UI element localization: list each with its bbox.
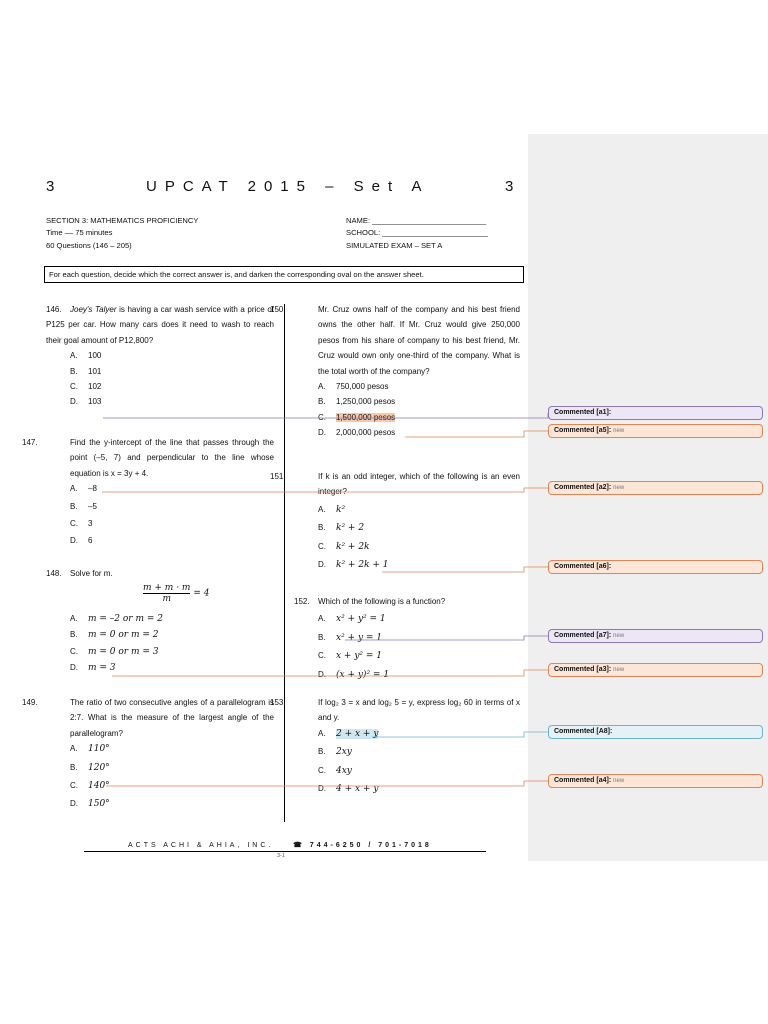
comment-a4[interactable]: Commented [a4]: new [548, 774, 763, 788]
question-stem: is having a car wash service with a price of P125 per car. How many cars does it need to wash to reach their goal amount of P12,800? [46, 305, 275, 345]
option-b[interactable]: B. m = 0 or m = 2 [70, 630, 159, 641]
option-d[interactable]: D. m = 3 [70, 663, 116, 674]
comment-a2[interactable]: Commented [a2]: new [548, 481, 763, 495]
option-a[interactable]: A. –8 [70, 484, 97, 494]
section-time: Time –– 75 minutes [46, 228, 113, 237]
option-b[interactable]: B. x² + y = 1 [318, 632, 383, 643]
option-b[interactable]: B. 2xy [318, 747, 352, 758]
connector-a8 [372, 732, 548, 737]
question-stem: The ratio of two consecutive angles of a parallelogram is 2:7. What is the measure of the largest angle of the parallelogram? [70, 698, 274, 738]
comment-a7[interactable]: Commented [a7]: new [548, 629, 763, 643]
section-count: 60 Questions (146 – 205) [46, 241, 132, 250]
school-field: SCHOOL: _________________________ [346, 228, 488, 237]
header-title: UPCAT 2015 – Set A [146, 178, 430, 195]
option-d[interactable]: D. 150° [70, 799, 110, 810]
option-c[interactable]: C. 4xy [318, 765, 352, 776]
comment-a5[interactable]: Commented [a5]: new [548, 424, 763, 438]
option-c[interactable]: C. 102 [70, 382, 102, 392]
option-b[interactable]: B. 1,250,000 pesos [318, 397, 396, 407]
equation-numerator: m + m · m [143, 583, 191, 593]
business-name: Joey's Talyer [70, 305, 117, 314]
option-d[interactable]: D. 6 [70, 536, 93, 546]
option-a[interactable]: A. x² + y² = 1 [318, 614, 386, 625]
connector-a3 [112, 670, 548, 676]
footer-company: ACTS ACHI & AHIA, INC. ☎ 744-6250 / 701-7018 [128, 842, 432, 849]
name-field: NAME: ___________________________ [346, 216, 487, 225]
question-number: 152. [294, 597, 310, 606]
header-right-number: 3 [505, 178, 515, 195]
question-stem: Mr. Cruz owns half of the company and his best friend owns the other half. If Mr. Cruz would give 250,000 pesos from his share of company to his best friend, Mr. Cruz would own only one-third of the company. What is the total worth of the company? [318, 305, 520, 376]
connector-a1 [103, 413, 548, 418]
option-c[interactable]: C. k² + 2k [318, 541, 370, 552]
question-stem: If k is an odd integer, which of the following is an even integer? [318, 472, 520, 497]
highlighted-answer: 2 + x + y [336, 728, 379, 739]
option-a[interactable]: A. 2 + x + y [318, 728, 379, 739]
option-a[interactable]: A. 110° [70, 744, 110, 755]
option-d[interactable]: D. 2,000,000 pesos [318, 428, 396, 438]
option-d[interactable]: D. 4 + x + y [318, 784, 379, 795]
option-a[interactable]: A. 750,000 pesos [318, 382, 389, 392]
question-number: 148. [46, 569, 62, 578]
question-number: 149. [22, 698, 38, 707]
option-c[interactable]: C. x + y² = 1 [318, 651, 383, 662]
option-c[interactable]: C. 140° [70, 781, 110, 792]
footer-phone: ☎ 744-6250 / 701-7018 [293, 842, 432, 849]
question-number: 147. [22, 438, 38, 447]
question-stem: Find the y-intercept of the line that passes through the point (–5, 7) and perpendicular to the line whose equation is x = 3y + 4. [70, 438, 274, 478]
option-b[interactable]: B. –5 [70, 501, 97, 511]
section-title: SECTION 3: MATHEMATICS PROFICIENCY [46, 216, 199, 225]
question-number: 151. [270, 472, 286, 481]
exam-label: SIMULATED EXAM – SET A [346, 241, 443, 250]
question-stem: If log₂ 3 = x and log₂ 5 = y, express log₂ 60 in terms of x and y. [318, 698, 520, 723]
option-c[interactable]: C. 3 [70, 519, 93, 529]
option-d[interactable]: D. (x + y)² = 1 [318, 669, 390, 680]
option-b[interactable]: B. k² + 2 [318, 523, 365, 534]
connector-a7 [345, 636, 548, 640]
option-d[interactable]: D. k² + 2k + 1 [318, 560, 389, 571]
page-number: 3-1 [277, 853, 285, 859]
question-stem: Solve for m. [70, 569, 113, 578]
comment-a3[interactable]: Commented [a3]: new [548, 663, 763, 677]
option-c[interactable]: C. 1,500,000 pesos [318, 412, 396, 422]
comment-a8[interactable]: Commented [A8]: [548, 725, 763, 739]
equation-denominator: m [143, 593, 190, 604]
option-a[interactable]: A. k² [318, 504, 346, 515]
option-d[interactable]: D. 103 [70, 397, 102, 407]
highlighted-answer: 1,500,000 pesos [336, 412, 396, 422]
question-number: 150. [270, 305, 286, 314]
equation-rhs: = 4 [193, 588, 210, 599]
option-c[interactable]: C. m = 0 or m = 3 [70, 646, 159, 657]
header-left-number: 3 [46, 178, 56, 195]
question-number: 153. [270, 698, 286, 707]
comment-a1[interactable]: Commented [a1]: [548, 406, 763, 420]
instructions-box: For each question, decide which the correct answer is, and darken the corresponding oval on the answer sheet. [44, 266, 524, 283]
connector-a4 [106, 781, 548, 786]
comment-a6[interactable]: Commented [a6]: [548, 560, 763, 574]
option-a[interactable]: A. m = –2 or m = 2 [70, 614, 163, 624]
option-b[interactable]: B. 120° [70, 762, 110, 773]
connector-a5 [405, 431, 548, 437]
question-number: 146. [46, 305, 62, 314]
question-stem: Which of the following is a function? [318, 597, 446, 606]
connector-a2 [102, 488, 548, 492]
option-a[interactable]: A. 100 [70, 351, 102, 361]
connector-a6 [382, 567, 548, 572]
option-b[interactable]: B. 101 [70, 366, 102, 376]
